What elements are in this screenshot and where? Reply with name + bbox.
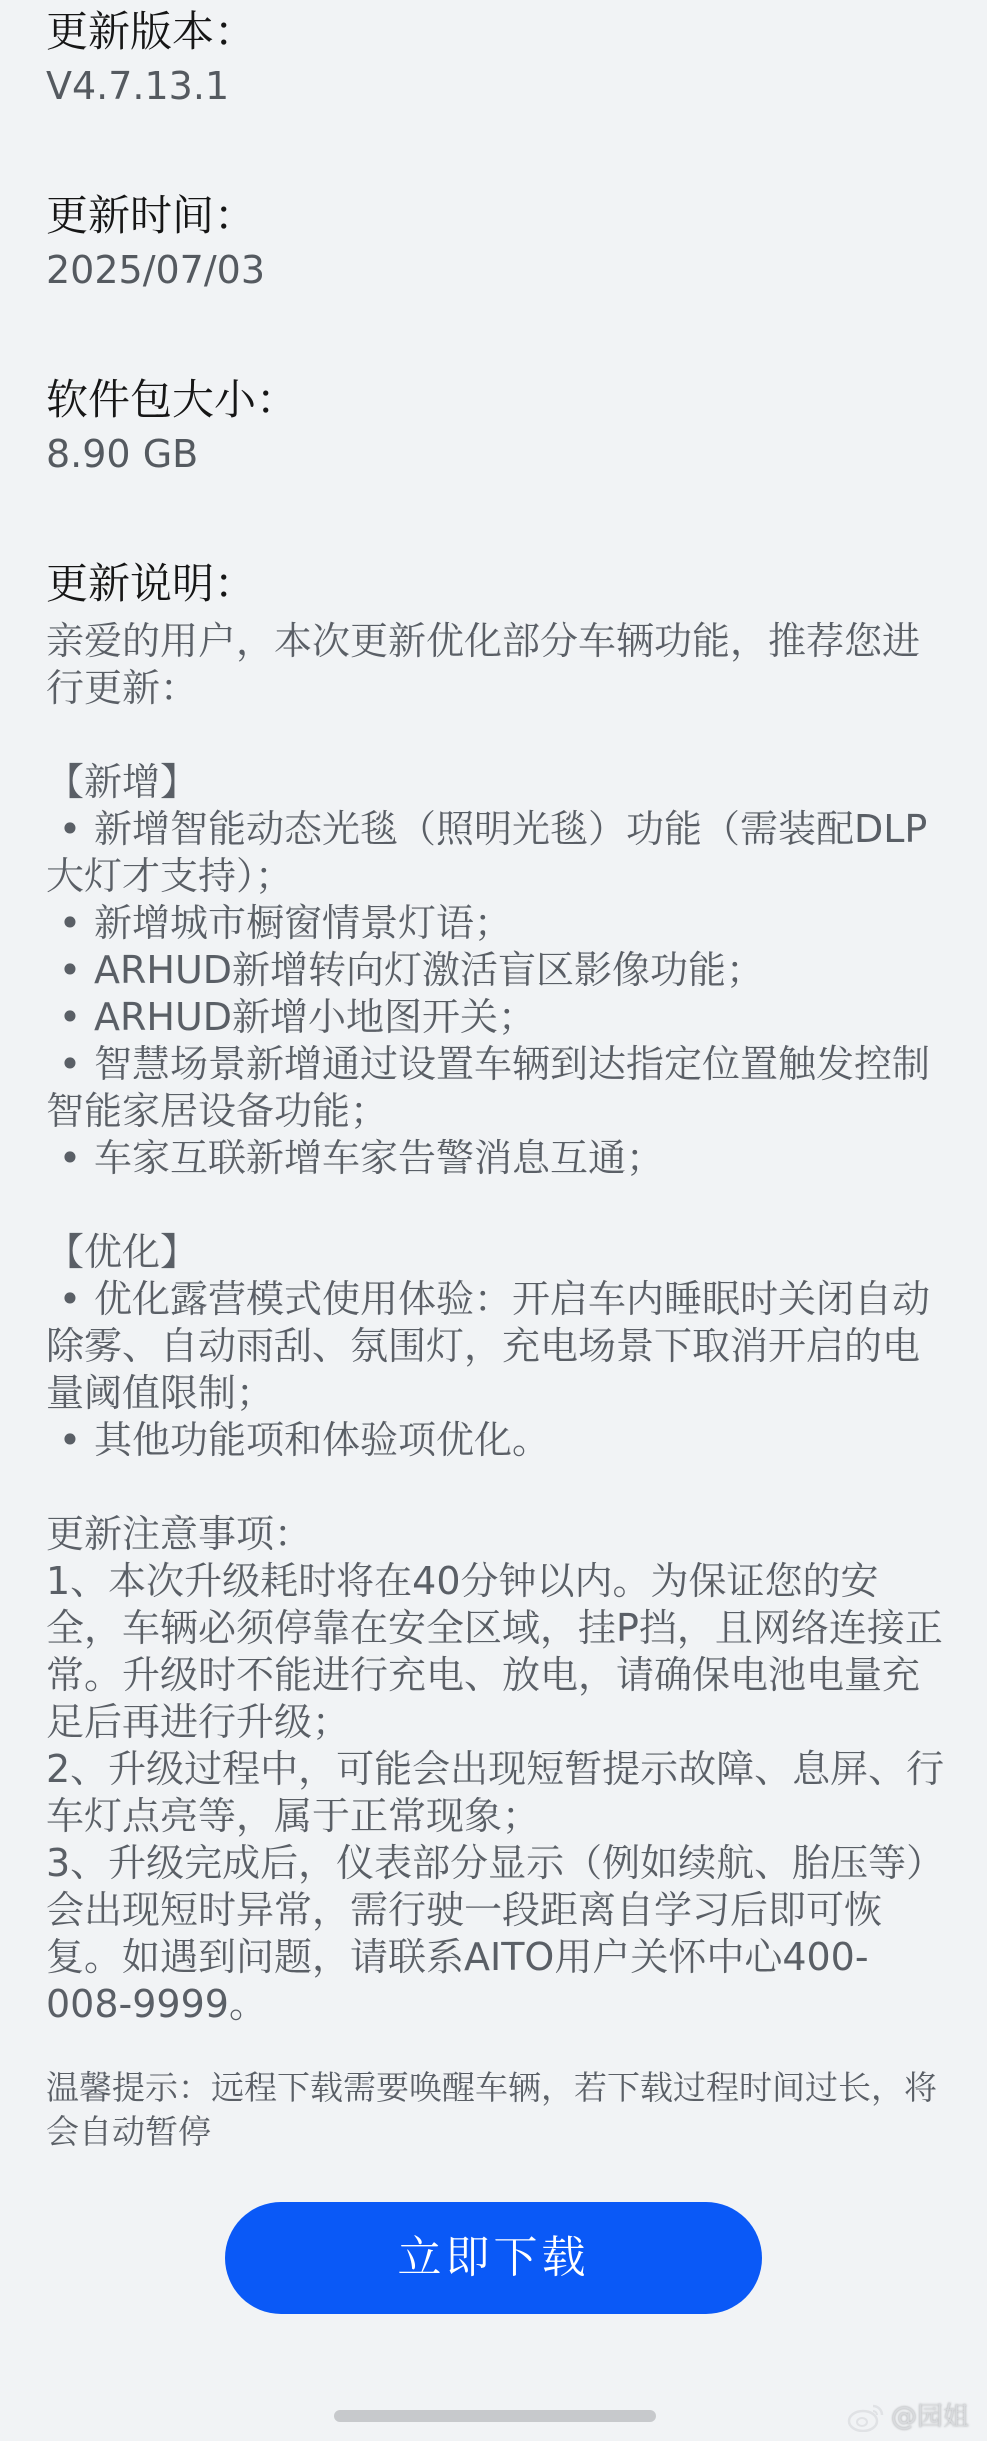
release-notes-body <box>46 618 946 2028</box>
release-notes-intro: 亲爱的用户，本次更新优化部分车辆功能，推荐您进行更新： <box>46 619 921 710</box>
update-time-section <box>46 188 265 296</box>
update-time-label: 更新时间： <box>46 191 257 240</box>
home-indicator-bar[interactable] <box>334 2410 656 2422</box>
precaution-item: 1、本次升级耗时将在40分钟以内。为保证您的安全，车辆必须停靠在安全区域，挂P挡，且网络连接正常。升级时不能进行充电、放电，请确保电池电量充足后再进行升级； <box>46 1559 943 1744</box>
optimized-item: • 优化露营模式使用体验：开启车内睡眠时关闭自动除雾、自动雨刮、氛围灯，充电场景下取消开启的电量阈值限制； <box>46 1276 946 1417</box>
precaution-item: 3、升级完成后，仪表部分显示（例如续航、胎压等）会出现短时异常，需行驶一段距离自学习后即可恢复。如遇到问题，请联系AITO用户关怀中心400-008-9999。 <box>46 1841 945 2026</box>
version-value: V4.7.13.1 <box>46 64 230 108</box>
release-notes-section <box>46 556 946 2028</box>
weibo-icon <box>847 2402 885 2432</box>
added-item: • 智慧场景新增通过设置车辆到达指定位置触发控制智能家居设备功能； <box>46 1041 946 1135</box>
added-item: • ARHUD新增转向灯激活盲区影像功能； <box>46 947 946 994</box>
added-item: • 新增智能动态光毯（照明光毯）功能（需装配DLP大灯才支持）； <box>46 806 946 900</box>
added-header: 【新增】 <box>46 760 199 804</box>
added-item: • ARHUD新增小地图开关； <box>46 994 946 1041</box>
download-now-button[interactable]: 立即下载 <box>225 2202 762 2314</box>
version-section <box>46 4 256 112</box>
added-item: • 新增城市橱窗情景灯语； <box>46 900 946 947</box>
precautions-header: 更新注意事项： <box>46 1512 313 1556</box>
package-size-section <box>46 372 298 480</box>
added-item: • 车家互联新增车家告警消息互通； <box>46 1135 946 1182</box>
optimized-item: • 其他功能项和体验项优化。 <box>46 1417 946 1464</box>
package-size-value: 8.90 GB <box>46 432 199 476</box>
watermark <box>847 2400 969 2434</box>
precaution-item: 2、升级过程中，可能会出现短暂提示故障、息屏、行车灯点亮等，属于正常现象； <box>46 1747 945 1838</box>
update-time-value: 2025/07/03 <box>46 248 266 292</box>
watermark-text: @园姐 <box>890 2402 969 2432</box>
optimized-header: 【优化】 <box>46 1230 199 1274</box>
tip-text: 温馨提示：远程下载需要唤醒车辆，若下载过程时间过长，将会自动暂停 <box>46 2068 937 2151</box>
version-label: 更新版本： <box>46 7 257 56</box>
package-size-label: 软件包大小： <box>46 375 299 424</box>
release-notes-label: 更新说明： <box>46 559 257 608</box>
